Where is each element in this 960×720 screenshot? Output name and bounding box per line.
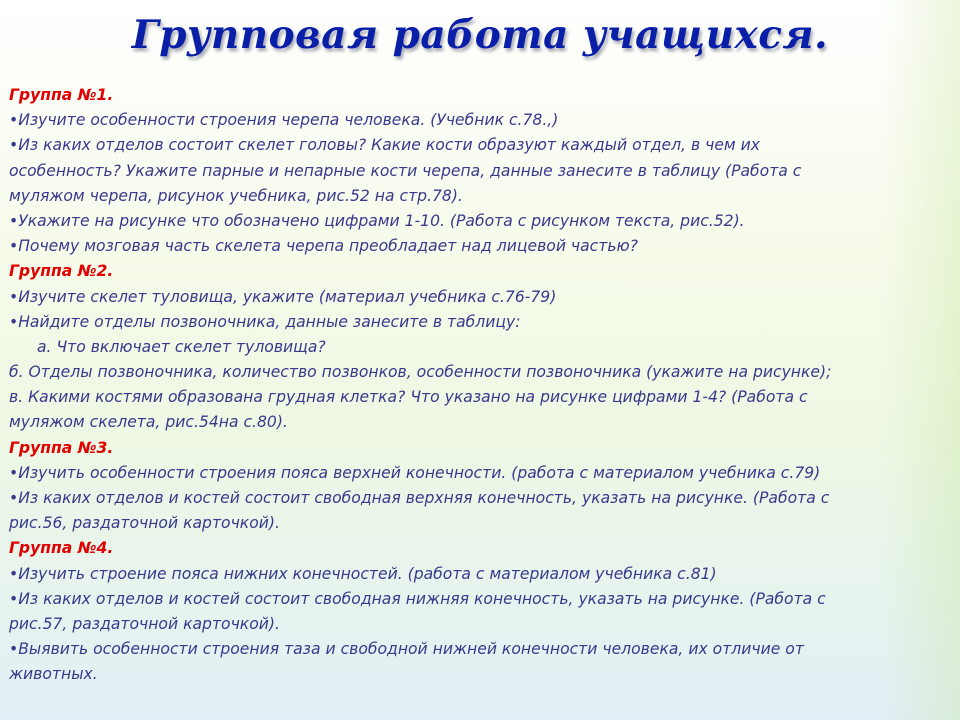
text-line: в. Какими костями образована грудная клетка? Что указано на рисунке цифрами 1-4? (Работа с xyxy=(9,388,808,407)
text-line: муляжом скелета, рис.54на с.80). xyxy=(9,413,288,432)
text-line: б. Отделы позвоночника, количество позвонков, особенности позвоночника (укажите на рисунке); xyxy=(9,363,832,382)
group-heading: Группа №4. xyxy=(9,539,114,558)
text-line: •Укажите на рисунке что обозначено цифрами 1-10. (Работа с рисунком текста, рис.52). xyxy=(9,211,745,230)
group-heading: Группа №3. xyxy=(9,438,114,457)
text-line: •Выявить особенности строения таза и свободной нижней конечности человека, их отличие от xyxy=(9,640,804,659)
text-line: животных. xyxy=(9,665,98,684)
text-line: •Из каких отделов и костей состоит свободная верхняя конечность, указать на рисунке. (Работа с xyxy=(9,489,830,507)
text-line: •Изучить строение пояса нижних конечностей. (работа с материалом учебника с.81) xyxy=(9,564,717,583)
slide-body xyxy=(9,83,955,688)
text-line: •Изучите скелет туловища, укажите (материал учебника с.76-79) xyxy=(9,287,557,306)
text-line: •Изучите особенности строения черепа человека. (Учебник с.78.,) xyxy=(9,111,559,130)
text-line: а. Что включает скелет туловища? xyxy=(37,337,326,356)
text-line: •Из каких отделов и костей состоит свободная нижняя конечность, указать на рисунке. (Работа с xyxy=(9,589,826,608)
text-line: •Найдите отделы позвоночника, данные занесите в таблицу: xyxy=(9,312,521,331)
slide-title: Групповая работа учащихся. xyxy=(131,12,829,58)
text-line: рис.57, раздаточной карточкой). xyxy=(9,614,280,633)
text-line: рис.56, раздаточной карточкой). xyxy=(9,514,280,533)
text-line: •Из каких отделов состоит скелет головы? Какие кости образуют каждый отдел, в чем их xyxy=(9,136,760,155)
text-line: особенность? Укажите парные и непарные кости черепа, данные занесите в таблицу (Работа с xyxy=(9,161,802,180)
group-heading: Группа №1. xyxy=(9,86,114,104)
text-line: •Почему мозговая часть скелета черепа преобладает над лицевой частью? xyxy=(9,237,638,256)
group-heading: Группа №2. xyxy=(9,262,114,281)
text-line: муляжом черепа, рисунок учебника, рис.52 на стр.78). xyxy=(9,186,463,205)
text-line: •Изучить особенности строения пояса верхней конечности. (работа с материалом учебника с.79) xyxy=(9,463,821,482)
